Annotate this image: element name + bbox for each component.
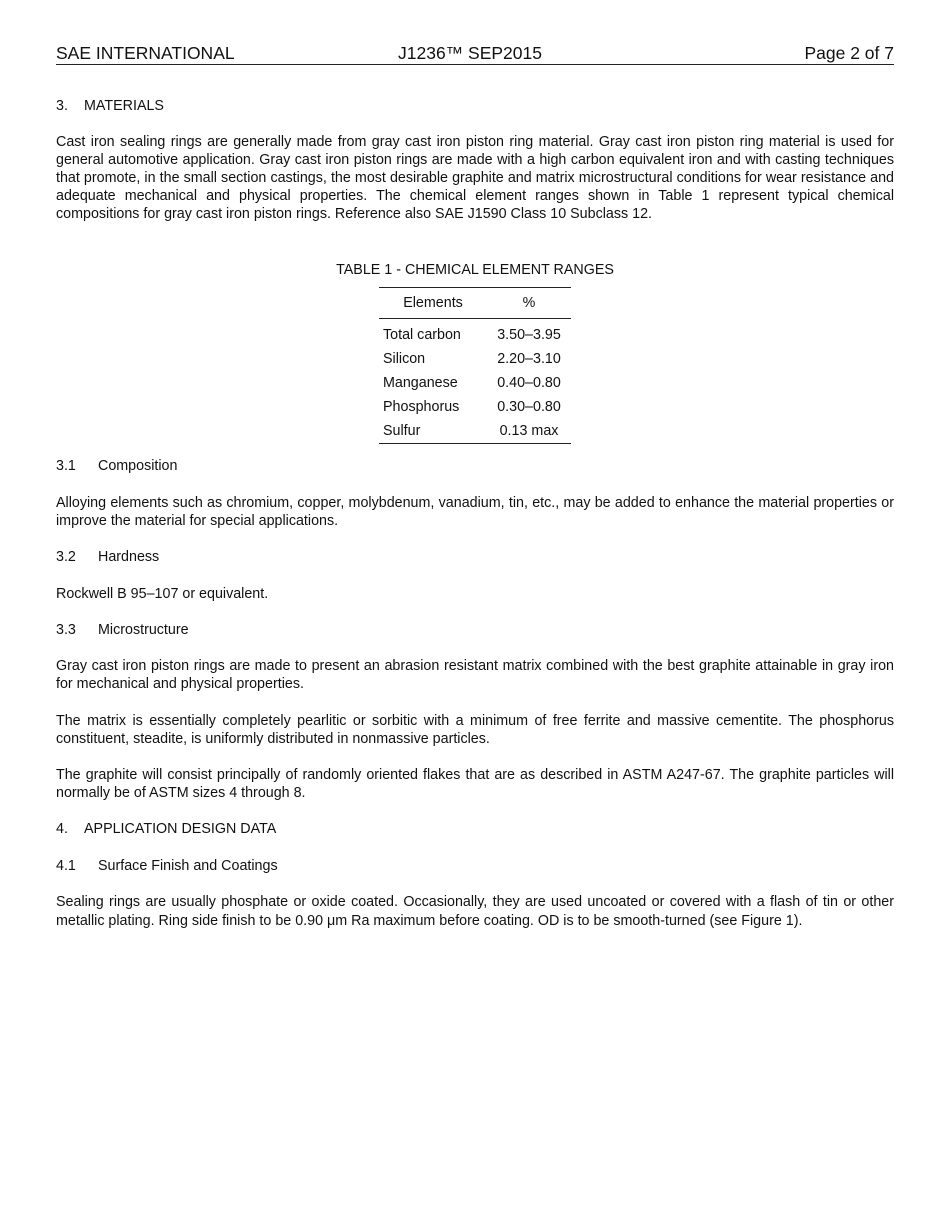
section-3-1-heading [56, 457, 894, 475]
table-row [379, 395, 571, 419]
section-3-3-paragraph-3: The graphite will consist principally of randomly oriented flakes that are as described in ASTM A247-67. The graphite particles will normally be of ASTM sizes 4 through 8. [56, 767, 894, 801]
element-cell: Sulfur [379, 419, 487, 444]
section-title: MATERIALS [84, 98, 164, 114]
section-number: 3.2 [56, 549, 76, 565]
section-number: 3.1 [56, 458, 76, 474]
section-number: 4. [56, 821, 68, 837]
section-title: Microstructure [98, 622, 189, 638]
header-page-number: Page 2 of 7 [804, 43, 894, 63]
table-header-row [379, 288, 571, 319]
section-3-2-heading [56, 548, 894, 566]
section-3-3-paragraph-1: Gray cast iron piston rings are made to present an abrasion resistant matrix combined with the best graphite attainable in gray iron for mechanical and physical properties. [56, 658, 894, 692]
element-cell: Total carbon [383, 327, 461, 343]
table-row [379, 371, 571, 395]
percent-cell: 0.13 max [487, 419, 571, 444]
section-title: Composition [98, 458, 178, 474]
section-3-2-paragraph: Rockwell B 95–107 or equivalent. [56, 586, 269, 602]
section-number: 3. [56, 98, 68, 114]
section-title: Surface Finish and Coatings [98, 858, 278, 874]
section-4-1-heading [56, 857, 894, 875]
section-3-3-heading [56, 621, 894, 639]
column-header-elements: Elements [379, 288, 487, 319]
table-1-caption: TABLE 1 - CHEMICAL ELEMENT RANGES [336, 262, 614, 278]
chemical-element-table [379, 287, 571, 444]
element-cell: Silicon [383, 351, 426, 367]
section-title: APPLICATION DESIGN DATA [84, 821, 277, 837]
section-number: 4.1 [56, 858, 76, 874]
element-cell: Manganese [383, 375, 458, 391]
header-organization: SAE INTERNATIONAL [56, 43, 235, 63]
section-3-paragraph: Cast iron sealing rings are generally made from gray cast iron piston ring material. Gray cast iron piston ring material is used for general automotive application. Gray cast iron piston rings are made with a high carbon equivalent iron and with casting techniques that promote, in the small section castings, the most desirable graphite and matrix microstructural conditions for wear resistance and adequate mechanical and physical properties. The chemical element ranges shown in Table 1 represent typical chemical compositions for gray cast iron piston rings. Reference also SAE J1590 Class 10 Subclass 12. [56, 134, 894, 222]
section-3-3-paragraph-2: The matrix is essentially completely pearlitic or sorbitic with a minimum of free ferrite and massive cementite. The phosphorus constituent, steadite, is uniformly distributed in nonmassive particles. [56, 713, 894, 747]
column-header-percent: % [487, 288, 571, 319]
section-number: 3.3 [56, 622, 76, 638]
table-row [379, 347, 571, 371]
table-row [379, 319, 571, 348]
header-document-id: J1236™ SEP2015 [398, 43, 542, 63]
table-row [379, 419, 571, 444]
percent-cell: 0.40–0.80 [497, 375, 561, 391]
section-4-1-paragraph: Sealing rings are usually phosphate or oxide coated. Occasionally, they are used uncoated or covered with a flash of tin or other metallic plating. Ring side finish to be 0.90 μm Ra maximum before coating. OD is to be smooth-turned (see Figure 1). [56, 894, 894, 929]
section-3-1-paragraph: Alloying elements such as chromium, copper, molybdenum, vanadium, tin, etc., may be added to enhance the material properties or improve the material for special applications. [56, 495, 894, 529]
section-title: Hardness [98, 549, 160, 565]
section-3-heading [56, 97, 894, 115]
section-4-heading [56, 820, 894, 838]
percent-cell: 2.20–3.10 [497, 351, 561, 367]
element-cell: Phosphorus [383, 399, 460, 415]
page-header [56, 42, 894, 65]
percent-cell: 0.30–0.80 [497, 399, 561, 415]
percent-cell: 3.50–3.95 [497, 327, 561, 343]
